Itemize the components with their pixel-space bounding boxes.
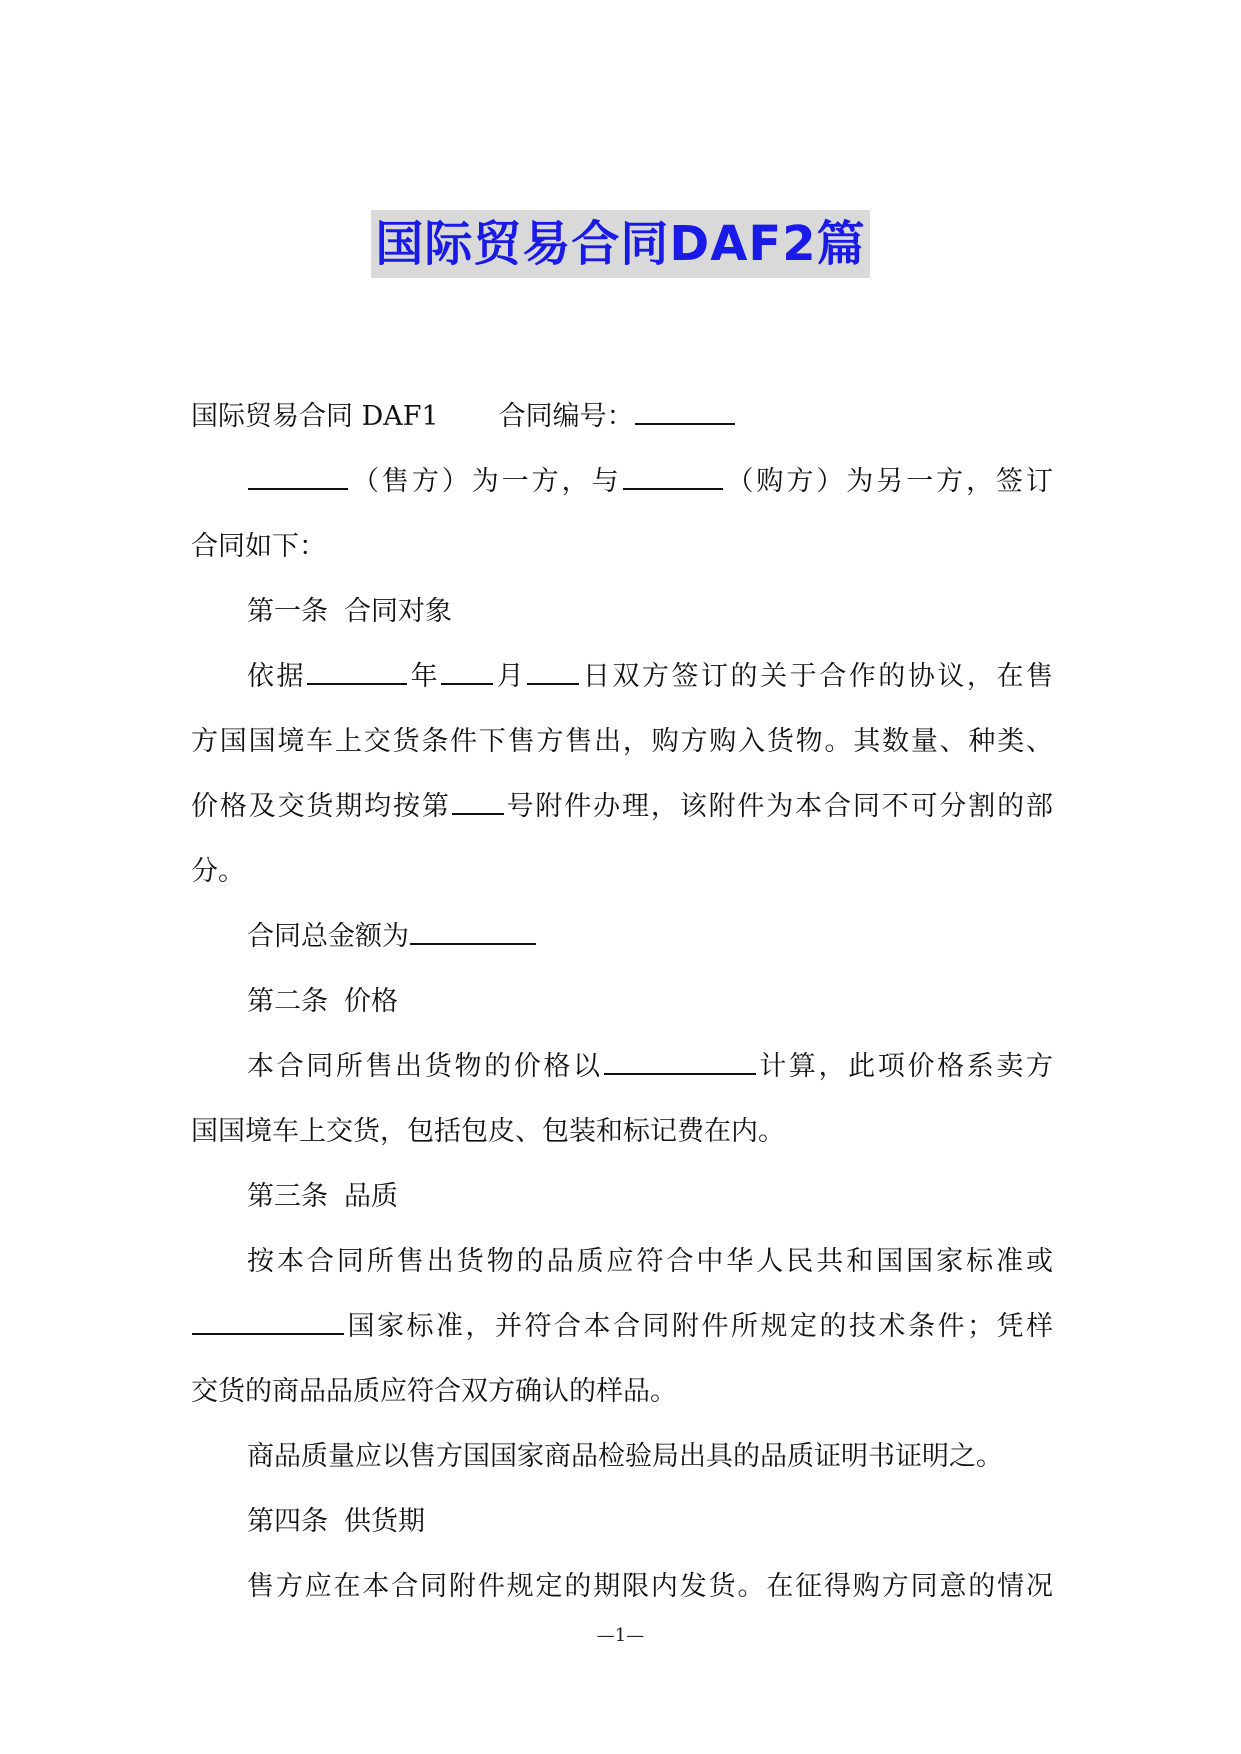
article-1-line-1 <box>191 644 1053 709</box>
doc-name: 国际贸易合同 DAF1 <box>191 401 439 432</box>
art1-text-4: 分。 <box>191 856 245 887</box>
art1-text-2: 方国国境车上交货条件下售方售出，购方购入货物。其数量、种类、 <box>191 726 1053 757</box>
article-4-number: 第四条 <box>247 1506 328 1537</box>
art1-text-3b: 号附件办理，该附件为本合同不可分割的部 <box>504 791 1054 822</box>
article-2-name: 价格 <box>344 986 398 1017</box>
day-blank <box>527 657 579 685</box>
article-1-heading <box>191 579 1053 644</box>
article-1-number: 第一条 <box>247 596 328 627</box>
article-3-name: 品质 <box>344 1181 398 1212</box>
article-1-line-3 <box>191 774 1053 839</box>
contract-no-label: 合同编号： <box>498 401 634 432</box>
art3-text-2: 国家标准，并符合本合同附件所规定的技术条件；凭样 <box>345 1311 1053 1342</box>
month-blank <box>441 657 493 685</box>
article-1-line-2 <box>191 709 1053 774</box>
buyer-blank <box>623 462 723 490</box>
parties-text-c: 合同如下： <box>191 531 326 562</box>
total-amount-label: 合同总金额为 <box>247 921 409 952</box>
parties-line-1 <box>191 449 1053 514</box>
art1-text-c: 月 <box>494 661 527 692</box>
art1-text-3a: 价格及交货期均按第 <box>191 791 451 822</box>
article-2-line-2 <box>191 1099 1053 1164</box>
total-amount-blank <box>410 917 536 945</box>
article-3-line-1 <box>191 1229 1053 1294</box>
total-amount-line <box>191 904 1053 969</box>
year-blank <box>307 657 407 685</box>
art4-text-1: 售方应在本合同附件规定的期限内发货。在征得购方同意的情况 <box>247 1571 1053 1602</box>
article-2-number: 第二条 <box>247 986 328 1017</box>
annex-no-blank <box>452 787 504 815</box>
article-1-line-4 <box>191 839 1053 904</box>
art3-text-3: 交货的商品品质应符合双方确认的样品。 <box>191 1376 677 1407</box>
article-3-number: 第三条 <box>247 1181 328 1212</box>
art1-text-b: 年 <box>408 661 441 692</box>
article-3-line-4 <box>191 1424 1053 1489</box>
art1-text-d: 日双方签订的关于合作的协议，在售 <box>580 661 1054 692</box>
parties-text-a: （售方）为一方，与 <box>349 466 622 497</box>
art3-text-1: 按本合同所售出货物的品质应符合中华人民共和国国家标准或 <box>247 1246 1053 1277</box>
article-3-heading <box>191 1164 1053 1229</box>
article-2-line-1 <box>191 1034 1053 1099</box>
seller-blank <box>248 462 348 490</box>
art2-text-2: 国国境车上交货，包括包皮、包装和标记费在内。 <box>191 1116 785 1147</box>
art2-text-a: 本合同所售出货物的价格以 <box>247 1051 603 1082</box>
article-4-heading <box>191 1489 1053 1554</box>
art3-text-4: 商品质量应以售方国国家商品检验局出具的品质证明书证明之。 <box>247 1441 1003 1472</box>
article-4-name: 供货期 <box>344 1506 425 1537</box>
parties-line-2 <box>191 514 1053 579</box>
header-line <box>191 384 1053 449</box>
article-3-line-2 <box>191 1294 1053 1359</box>
national-standard-blank <box>192 1307 344 1335</box>
article-3-line-3 <box>191 1359 1053 1424</box>
page-title: 国际贸易合同DAF2篇 <box>371 210 869 278</box>
art2-text-b: 计算，此项价格系卖方 <box>756 1051 1054 1082</box>
page-number: —1— <box>596 1625 645 1646</box>
article-2-heading <box>191 969 1053 1034</box>
art1-text-a: 依据 <box>247 661 307 692</box>
article-1-name: 合同对象 <box>344 596 452 627</box>
article-4-line-1 <box>191 1554 1053 1619</box>
document-body <box>191 384 1053 1619</box>
title-wrap <box>0 210 1241 278</box>
contract-no-blank <box>635 397 735 425</box>
parties-text-b: （购方）为另一方，签订 <box>723 466 1054 497</box>
price-basis-blank <box>604 1047 756 1075</box>
